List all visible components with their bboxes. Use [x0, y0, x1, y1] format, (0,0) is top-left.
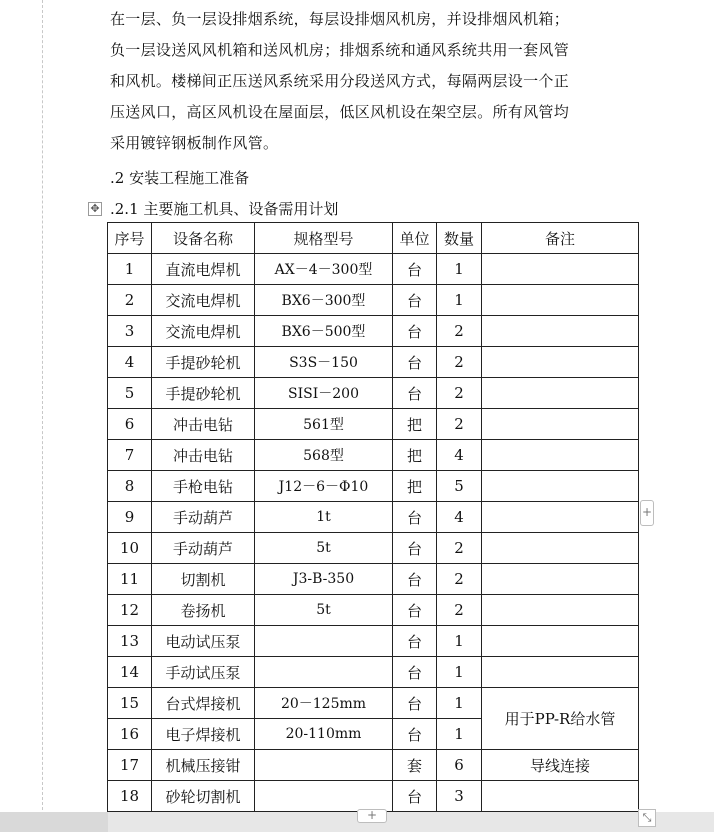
subsection-heading: .2.1 主要施工机具、设备需用计划 [110, 200, 339, 218]
table-row [108, 781, 639, 812]
cell-remark [482, 378, 639, 409]
cell-name: 台式焊接机 [152, 688, 255, 719]
cell-qty: 1 [437, 285, 482, 316]
cell-spec: J12－6－Φ10 [255, 471, 393, 502]
table-row [108, 347, 639, 378]
cell-spec [255, 750, 393, 781]
move-icon[interactable]: ✥ [88, 202, 102, 216]
cell-no: 3 [108, 316, 152, 347]
cell-qty: 1 [437, 657, 482, 688]
cell-no: 2 [108, 285, 152, 316]
cell-remark [482, 626, 639, 657]
bottom-bar-left [0, 812, 108, 832]
cell-unit: 把 [393, 471, 437, 502]
paragraph-line: 和风机。楼梯间正压送风系统采用分段送风方式，每隔两层设一个正 [110, 72, 570, 90]
cell-qty: 4 [437, 502, 482, 533]
cell-qty: 1 [437, 626, 482, 657]
paragraph-line: 在一层、负一层设排烟系统，每层设排烟风机房，并设排烟风机箱； [110, 10, 570, 28]
cell-remark [482, 347, 639, 378]
cell-qty: 1 [437, 688, 482, 719]
cell-no: 4 [108, 347, 152, 378]
cell-no: 1 [108, 254, 152, 285]
table-header-row [108, 223, 639, 254]
cell-unit: 台 [393, 347, 437, 378]
cell-name: 交流电焊机 [152, 285, 255, 316]
cell-remark [482, 533, 639, 564]
cell-spec: SISI－200 [255, 378, 393, 409]
cell-unit: 台 [393, 626, 437, 657]
table-row [108, 502, 639, 533]
cell-spec: AX－4－300型 [255, 254, 393, 285]
table-row [108, 750, 639, 781]
cell-spec: 1t [255, 502, 393, 533]
table-row [108, 533, 639, 564]
add-column-icon[interactable]: + [640, 500, 654, 526]
cell-unit: 套 [393, 750, 437, 781]
cell-remark [482, 471, 639, 502]
cell-spec: BX6－300型 [255, 285, 393, 316]
cell-no: 18 [108, 781, 152, 812]
cell-qty: 2 [437, 564, 482, 595]
cell-remark [482, 595, 639, 626]
cell-qty: 2 [437, 409, 482, 440]
cell-spec: 5t [255, 533, 393, 564]
cell-spec [255, 657, 393, 688]
cell-spec: 5t [255, 595, 393, 626]
page-margin-guide [42, 0, 43, 810]
header-qty: 数量 [437, 223, 482, 254]
cell-unit: 台 [393, 657, 437, 688]
cell-name: 手枪电钻 [152, 471, 255, 502]
resize-icon[interactable]: ⤡ [638, 809, 656, 827]
cell-no: 5 [108, 378, 152, 409]
cell-no: 13 [108, 626, 152, 657]
cell-unit: 台 [393, 719, 437, 750]
cell-qty: 3 [437, 781, 482, 812]
cell-unit: 台 [393, 533, 437, 564]
table-row [108, 688, 639, 719]
cell-spec: S3S－150 [255, 347, 393, 378]
paragraph-line: 压送风口，高区风机设在屋面层，低区风机设在架空层。所有风管均 [110, 103, 570, 121]
cell-unit: 把 [393, 409, 437, 440]
cell-name: 卷扬机 [152, 595, 255, 626]
table-row [108, 595, 639, 626]
cell-unit: 台 [393, 378, 437, 409]
cell-unit: 台 [393, 564, 437, 595]
cell-qty: 2 [437, 316, 482, 347]
cell-qty: 2 [437, 595, 482, 626]
cell-unit: 台 [393, 781, 437, 812]
cell-name: 机械压接钳 [152, 750, 255, 781]
table-row [108, 254, 639, 285]
cell-remark [482, 440, 639, 471]
table-row [108, 378, 639, 409]
cell-no: 11 [108, 564, 152, 595]
cell-spec [255, 626, 393, 657]
cell-unit: 台 [393, 502, 437, 533]
cell-no: 7 [108, 440, 152, 471]
cell-name: 冲击电钻 [152, 440, 255, 471]
table-row [108, 285, 639, 316]
cell-remark [482, 254, 639, 285]
cell-remark [482, 502, 639, 533]
cell-spec: 20-110mm [255, 719, 393, 750]
cell-remark [482, 409, 639, 440]
cell-no: 16 [108, 719, 152, 750]
cell-remark [482, 781, 639, 812]
cell-qty: 6 [437, 750, 482, 781]
cell-spec: 561型 [255, 409, 393, 440]
table-row [108, 471, 639, 502]
cell-qty: 2 [437, 378, 482, 409]
header-no: 序号 [108, 223, 152, 254]
cell-qty: 2 [437, 533, 482, 564]
cell-spec: BX6－500型 [255, 316, 393, 347]
paragraph-line: 负一层设送风风机箱和送风机房；排烟系统和通风系统共用一套风管 [110, 41, 570, 59]
cell-name: 手动葫芦 [152, 502, 255, 533]
paragraph-line: 采用镀锌钢板制作风管。 [110, 134, 279, 152]
cell-unit: 台 [393, 316, 437, 347]
cell-spec: 20－125mm [255, 688, 393, 719]
cell-name: 电动试压泵 [152, 626, 255, 657]
cell-spec: J3-B-350 [255, 564, 393, 595]
cell-unit: 台 [393, 688, 437, 719]
header-remark: 备注 [482, 223, 639, 254]
cell-no: 17 [108, 750, 152, 781]
cell-name: 切割机 [152, 564, 255, 595]
cell-unit: 台 [393, 254, 437, 285]
cell-name: 手提砂轮机 [152, 347, 255, 378]
cell-name: 砂轮切割机 [152, 781, 255, 812]
cell-no: 10 [108, 533, 152, 564]
cell-name: 电子焊接机 [152, 719, 255, 750]
cell-name: 直流电焊机 [152, 254, 255, 285]
cell-no: 12 [108, 595, 152, 626]
table-body [108, 254, 639, 812]
cell-name: 冲击电钻 [152, 409, 255, 440]
cell-no: 6 [108, 409, 152, 440]
equipment-table [107, 222, 639, 812]
add-row-icon[interactable]: + [357, 809, 387, 823]
table-row [108, 409, 639, 440]
cell-no: 14 [108, 657, 152, 688]
section-heading: .2 安装工程施工准备 [110, 169, 250, 187]
cell-no: 15 [108, 688, 152, 719]
table-row [108, 657, 639, 688]
body-paragraph [110, 4, 625, 159]
cell-remark [482, 316, 639, 347]
cell-name: 手提砂轮机 [152, 378, 255, 409]
cell-remark: 导线连接 [482, 750, 639, 781]
cell-remark: 用于PP-R给水管 [482, 688, 639, 750]
cell-unit: 台 [393, 285, 437, 316]
cell-unit: 把 [393, 440, 437, 471]
header-name: 设备名称 [152, 223, 255, 254]
table-row [108, 626, 639, 657]
cell-qty: 1 [437, 719, 482, 750]
cell-spec: 568型 [255, 440, 393, 471]
cell-remark [482, 285, 639, 316]
table-row [108, 316, 639, 347]
cell-unit: 台 [393, 595, 437, 626]
cell-name: 交流电焊机 [152, 316, 255, 347]
cell-qty: 1 [437, 254, 482, 285]
table-row [108, 564, 639, 595]
header-spec: 规格型号 [255, 223, 393, 254]
cell-remark [482, 657, 639, 688]
cell-remark [482, 564, 639, 595]
table-row [108, 440, 639, 471]
cell-qty: 5 [437, 471, 482, 502]
cell-name: 手动试压泵 [152, 657, 255, 688]
header-unit: 单位 [393, 223, 437, 254]
cell-spec [255, 781, 393, 812]
cell-no: 8 [108, 471, 152, 502]
cell-no: 9 [108, 502, 152, 533]
cell-qty: 2 [437, 347, 482, 378]
cell-qty: 4 [437, 440, 482, 471]
cell-name: 手动葫芦 [152, 533, 255, 564]
